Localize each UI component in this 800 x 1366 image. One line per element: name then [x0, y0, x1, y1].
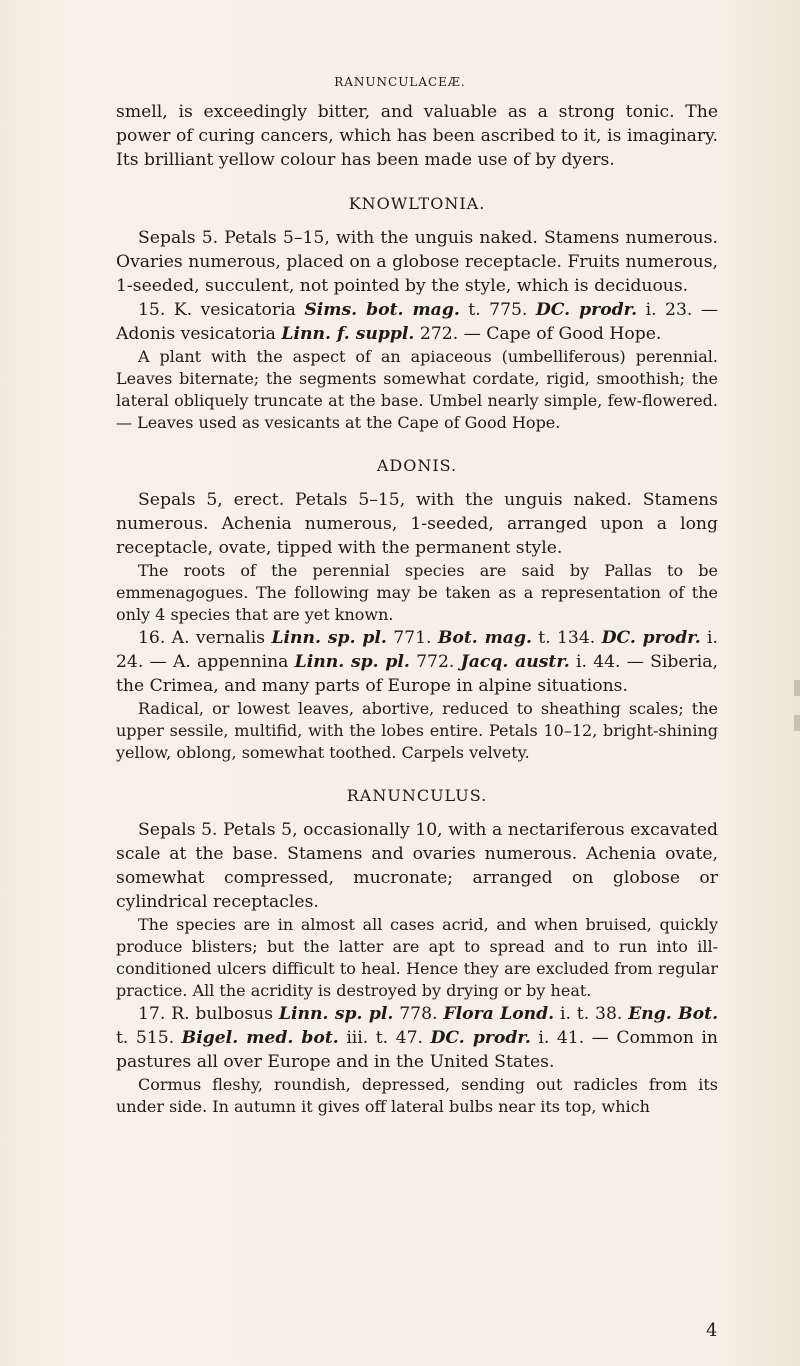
citation-ref: DC. prodr.	[601, 628, 701, 648]
ranunculus-note: The species are in almost all cases acrid, and when bruised, quickly produce blisters; but the latter are apt to spread and to run into ill-conditioned ulcers difficult to heal. Hence they are excluded from regular practice. All the acridity is destroyed by drying or by heat.	[116, 915, 718, 1000]
citation-ref: Linn. f. suppl.	[281, 324, 415, 344]
page-edge-mark	[794, 715, 800, 731]
species-entry-17	[116, 1002, 718, 1074]
citation-detail: 772.	[416, 652, 455, 672]
species-entry-16	[116, 626, 718, 698]
citation-detail: 272. — Cape of Good Hope.	[419, 324, 662, 344]
citation-ref: Sims. bot. mag.	[304, 300, 460, 320]
species-name: R. bulbosus	[171, 1004, 274, 1024]
adonis-note: The roots of the perennial species are said by Pallas to be emmenagogues. The following may be taken as a representation of the only 4 species that are yet known.	[116, 561, 718, 624]
species-name: K. vesicatoria	[173, 300, 296, 320]
section-heading-ranunculus: RANUNCULUS.	[346, 786, 488, 805]
citation-ref: DC. prodr.	[430, 1028, 531, 1048]
citation-ref: Flora Lond.	[443, 1004, 555, 1024]
text-column	[116, 100, 718, 1118]
intro-paragraph: smell, is exceedingly bitter, and valuable as a strong tonic. The power of curing cancers, which has been ascribed to it, is imaginary. Its brilliant yellow colour has been made use of by dyers.	[116, 102, 718, 170]
adonis-description: Sepals 5, erect. Petals 5–15, with the unguis naked. Stamens numerous. Achenia numerous, 1-seeded, arranged upon a long receptacle, ovate, tipped with the permanent style.	[116, 490, 718, 558]
citation-detail: i. 41. — Common in pastures all over Europe and in the United States.	[116, 1028, 718, 1072]
citation-ref: DC. prodr.	[535, 300, 638, 320]
species-number: 15.	[138, 300, 166, 320]
citation-detail: i. 44. — Siberia, the Crimea, and many parts of Europe in alpine situations.	[116, 652, 718, 696]
running-head: RANUNCULACEÆ.	[334, 75, 466, 89]
citation-detail: i. t. 38.	[560, 1004, 623, 1024]
section-heading-adonis: ADONIS.	[376, 456, 458, 475]
knowltonia-description: Sepals 5. Petals 5–15, with the unguis naked. Stamens numerous. Ovaries numerous, placed on a globose receptacle. Fruits numerous, 1-seeded, succulent, not pointed by the style, which is deciduous.	[116, 228, 718, 296]
citation-ref: Linn. sp. pl.	[294, 652, 410, 672]
citation-detail: t. 515.	[116, 1028, 175, 1048]
page-edge-mark	[794, 680, 800, 696]
knowltonia-note: A plant with the aspect of an apiaceous (umbelliferous) perennial. Leaves biternate; the segments somewhat cordate, rigid, smoothish; the lateral obliquely truncate at the base. Umbel nearly simple, few-flowered. — Leaves used as vesicants at the Cape of Good Hope.	[116, 347, 718, 432]
species-name: A. vernalis	[171, 628, 266, 648]
ranunculus-description: Sepals 5. Petals 5, occasionally 10, with a nectariferous excavated scale at the base. Stamens and ovaries numerous. Achenia ovate, somewhat compressed, mucronate; arranged on globose or cylindrical receptacles.	[116, 820, 718, 912]
citation-detail: 778.	[399, 1004, 438, 1024]
citation-ref: Linn. sp. pl.	[278, 1004, 394, 1024]
citation-ref: Bigel. med. bot.	[181, 1028, 339, 1048]
citation-ref: Linn. sp. pl.	[271, 628, 387, 648]
citation-ref: Jacq. austr.	[460, 652, 570, 672]
citation-ref: Eng. Bot.	[628, 1004, 719, 1024]
species-entry-15	[116, 298, 718, 346]
species-number: 17.	[138, 1004, 166, 1024]
citation-detail: i. 24. — A. appennina	[116, 628, 718, 672]
citation-detail: 771.	[393, 628, 432, 648]
signature-mark: 4	[706, 1320, 718, 1341]
adonis-detail: Radical, or lowest leaves, abortive, reduced to sheathing scales; the upper sessile, multifid, with the lobes entire. Petals 10–12, bright-shining yellow, oblong, somewhat toothed. Carpels velvety.	[116, 699, 718, 762]
citation-detail: t. 134.	[538, 628, 596, 648]
ranunculus-detail: Cormus fleshy, roundish, depressed, sending out radicles from its under side. In autumn it gives off lateral bulbs near its top, which	[116, 1075, 718, 1116]
citation-ref: Bot. mag.	[437, 628, 532, 648]
species-number: 16.	[138, 628, 166, 648]
citation-detail: i. 23. — Adonis vesicatoria	[116, 300, 719, 344]
section-heading-knowltonia: KNOWLTONIA.	[348, 194, 486, 213]
citation-detail: iii. t. 47.	[346, 1028, 423, 1048]
citation-detail: t. 775.	[468, 300, 528, 320]
